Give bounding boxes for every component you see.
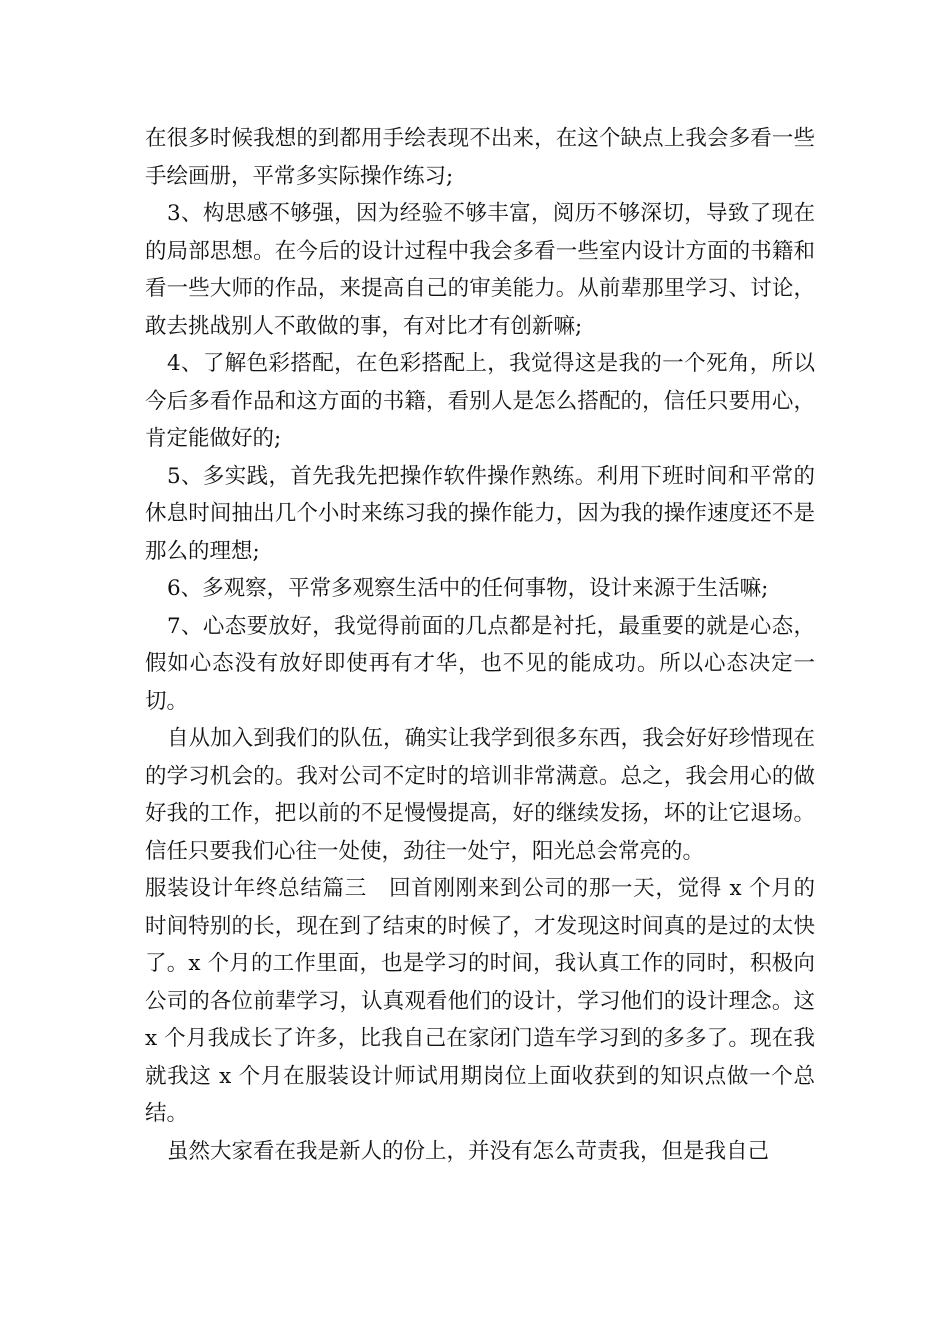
- paragraph-item-6: 6、多观察，平常多观察生活中的任何事物，设计来源于生活嘛;: [167, 576, 769, 601]
- document-body: [145, 120, 815, 1170]
- paragraph-item-7: 7、心态要放好，我觉得前面的几点都是衬托，最重要的就是心态，假如心态没有放好即使再有才华，也不见的能成功。所以心态决定一切。: [145, 613, 815, 714]
- paragraph-item-5: 5、多实践，首先我先把操作软件操作熟练。利用下班时间和平常的休息时间抽出几个小时来练习我的操作能力，因为我的操作速度还不是那么的理想;: [145, 463, 815, 564]
- paragraph-last: 虽然大家看在我是新人的份上，并没有怎么苛责我，但是我自己: [167, 1138, 770, 1164]
- paragraph-item-4: 4、了解色彩搭配，在色彩搭配上，我觉得这是我的一个死角，所以今后多看作品和这方面的书籍，看别人是怎么搭配的，信任只要用心，肯定能做好的;: [145, 351, 815, 451]
- paragraph-summary: 自从加入到我们的队伍，确实让我学到很多东西，我会好好珍惜现在的学习机会的。我对公司不定时的培训非常满意。总之，我会用心的做好我的工作，把以前的不足慢慢提高，好的继续发扬，坏的让它退场。信任只要我们心往一处使，劲往一处宁，阳光总会常亮的。: [145, 726, 815, 864]
- paragraph-item-3: 3、构思感不够强，因为经验不够丰富，阅历不够深切，导致了现在的局部思想。在今后的设计过程中我会多看一些室内设计方面的书籍和看一些大师的作品，来提高自己的审美能力。从前辈那里学习、讨论，敢去挑战别人不敢做的事，有对比才有创新嘛;: [145, 201, 815, 339]
- paragraph-continuation: 在很多时候我想的到都用手绘表现不出来，在这个缺点上我会多看一些手绘画册，平常多实际操作练习;: [145, 126, 815, 189]
- paragraph-section-three: 服装设计年终总结篇三 回首刚刚来到公司的那一天，觉得 x 个月的时间特别的长，现在到了结束的时候了，才发现这时间真的是过的太快了。x 个月的工作里面，也是学习的时间，我认真工作的同时，积极向公司的各位前辈学习，认真观看他们的设计，学习他们的设计理念。这 x 个月我成长了许多，比我自己在家闭门造车学习到的多多了。现在我就我这 x 个月在服装设计师试用期岗位上面收获到的知识点做一个总结。: [145, 876, 815, 1126]
